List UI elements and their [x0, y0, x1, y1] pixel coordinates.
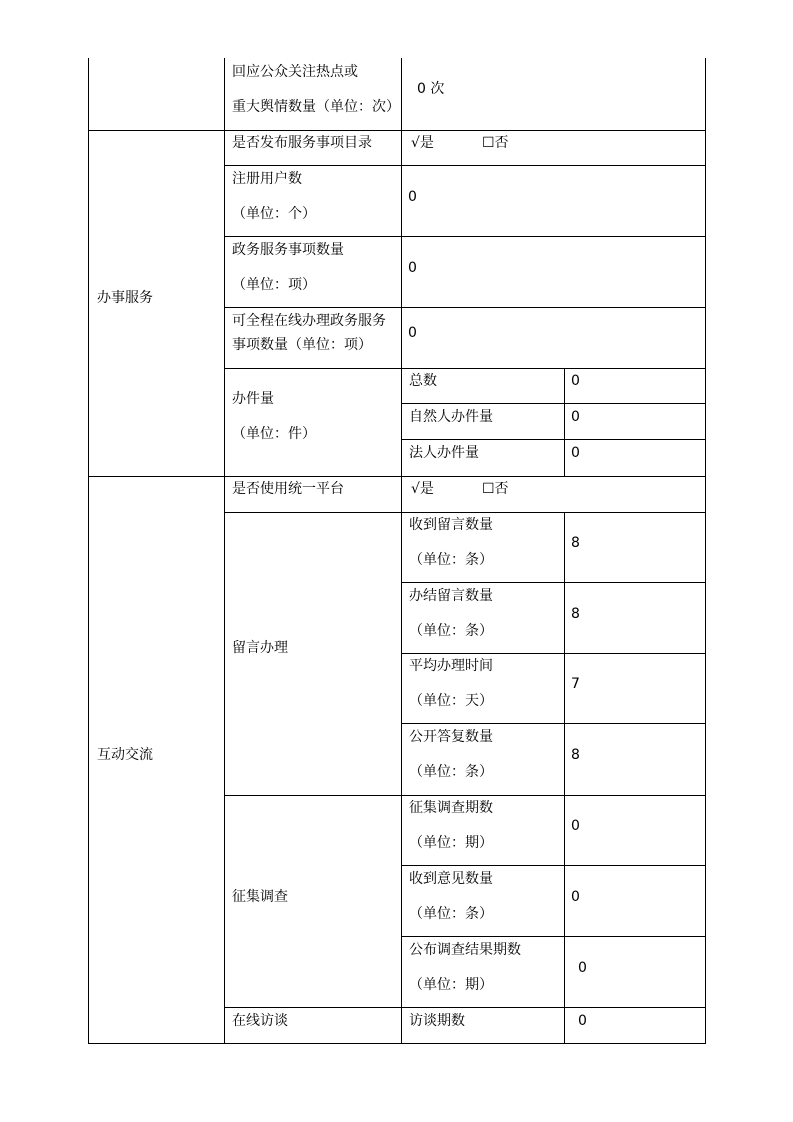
- public-response-label-line2: 重大舆情数量（单位：次）: [232, 99, 400, 115]
- messages-received-label-line1: 收到留言数量: [409, 517, 493, 533]
- grid-line: [224, 58, 225, 1044]
- messages-public-reply-value: 8: [571, 747, 580, 763]
- messages-public-reply-label-line2: （单位：条）: [409, 764, 493, 780]
- registered-users-label-line1: 注册用户数: [232, 171, 302, 187]
- online-items-label-line1: 可全程在线办理政务服务: [232, 313, 386, 329]
- online-items-label-line2: 事项数量（单位：项）: [232, 337, 372, 353]
- cases-natural-person-label: 自然人办件量: [409, 409, 493, 425]
- grid-line: [224, 795, 706, 796]
- public-response-label-line1: 回应公众关注热点或: [232, 64, 358, 80]
- online-items-value: 0: [408, 325, 417, 341]
- cases-label-line2: （单位：件）: [232, 426, 316, 442]
- grid-line: [401, 582, 706, 583]
- grid-line: [401, 403, 706, 404]
- catalog-label: 是否发布服务事项目录: [232, 135, 372, 151]
- messages-closed-label-line2: （单位：条）: [409, 623, 493, 639]
- survey-results-label-line2: （单位：期）: [409, 977, 493, 993]
- messages-public-reply-label-line1: 公开答复数量: [409, 729, 493, 745]
- service-items-label-line2: （单位：项）: [232, 277, 316, 293]
- messages-avg-time-label-line1: 平均办理时间: [409, 658, 493, 674]
- grid-line: [88, 130, 706, 131]
- grid-line: [224, 307, 706, 308]
- messages-closed-value: 8: [571, 606, 580, 622]
- messages-avg-time-label-line2: （单位：天）: [409, 693, 493, 709]
- interview-periods-label: 访谈期数: [409, 1013, 465, 1029]
- grid-line: [401, 439, 706, 440]
- survey-label: 征集调查: [232, 889, 288, 905]
- grid-line: [224, 165, 706, 166]
- grid-line: [88, 476, 706, 477]
- cases-total-label: 总数: [409, 373, 437, 389]
- survey-periods-label-line1: 征集调查期数: [409, 800, 493, 816]
- messages-label: 留言办理: [232, 640, 288, 656]
- public-response-value: 0 次: [417, 81, 445, 97]
- grid-line: [401, 936, 706, 937]
- interview-label: 在线访谈: [232, 1013, 288, 1029]
- grid-line: [224, 512, 706, 513]
- catalog-no-checkbox: ☐否: [482, 135, 509, 151]
- grid-line: [88, 1043, 706, 1044]
- survey-results-label-line1: 公布调查结果期数: [409, 942, 521, 958]
- survey-opinions-label-line1: 收到意见数量: [409, 871, 493, 887]
- survey-results-value: 0: [578, 960, 587, 976]
- grid-line: [224, 1007, 706, 1008]
- survey-opinions-value: 0: [571, 889, 580, 905]
- service-items-label-line1: 政务服务事项数量: [232, 242, 344, 258]
- survey-periods-value: 0: [571, 818, 580, 834]
- grid-line: [224, 368, 706, 369]
- platform-no-checkbox: ☐否: [482, 481, 509, 497]
- grid-line: [564, 512, 565, 1044]
- messages-received-label-line2: （单位：条）: [409, 552, 493, 568]
- survey-opinions-label-line2: （单位：条）: [409, 906, 493, 922]
- survey-periods-label-line2: （单位：期）: [409, 835, 493, 851]
- grid-line: [401, 723, 706, 724]
- messages-avg-time-value: 7: [571, 676, 580, 692]
- grid-line: [705, 58, 706, 1044]
- interview-periods-value: 0: [578, 1013, 587, 1029]
- grid-line: [224, 236, 706, 237]
- cases-total-value: 0: [571, 373, 580, 389]
- grid-line: [401, 653, 706, 654]
- grid-line: [564, 368, 565, 476]
- cases-legal-person-label: 法人办件量: [409, 445, 479, 461]
- registered-users-value: 0: [408, 189, 417, 205]
- service-section-label: 办事服务: [97, 290, 153, 306]
- messages-closed-label-line1: 办结留言数量: [409, 588, 493, 604]
- cases-legal-person-value: 0: [571, 445, 580, 461]
- platform-yes-checked: √是: [411, 481, 434, 497]
- messages-received-value: 8: [571, 535, 580, 551]
- service-items-value: 0: [408, 260, 417, 276]
- cases-label-line1: 办件量: [232, 391, 274, 407]
- cases-natural-person-value: 0: [571, 409, 580, 425]
- interaction-section-label: 互动交流: [97, 747, 153, 763]
- grid-line: [401, 865, 706, 866]
- catalog-yes-checked: √是: [411, 135, 434, 151]
- grid-line: [401, 58, 402, 1044]
- platform-label: 是否使用统一平台: [232, 481, 344, 497]
- registered-users-label-line2: （单位：个）: [232, 206, 316, 222]
- grid-line: [88, 58, 89, 1044]
